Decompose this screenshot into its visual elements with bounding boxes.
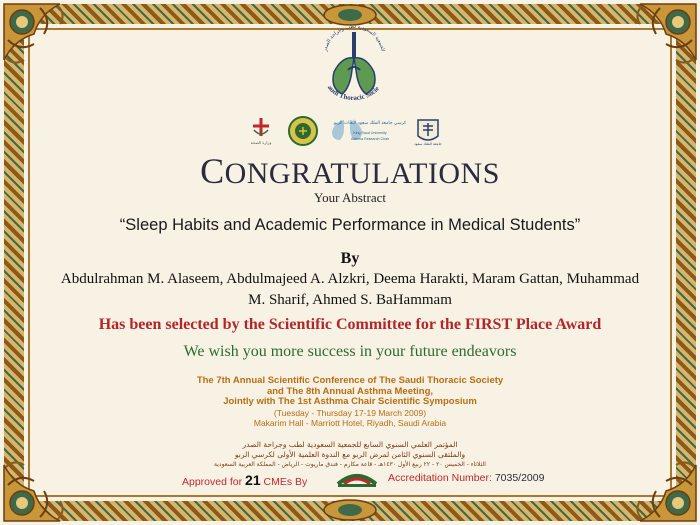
accreditation bbox=[388, 472, 544, 484]
conference-venue: Makarim Hall - Marriott Hotel, Riyadh, Saudi Arabia bbox=[253, 418, 447, 428]
conference-line: and The 8th Annual Asthma Meeting, bbox=[266, 385, 434, 397]
wish-statement: We wish you more success in your future endeavors bbox=[183, 343, 517, 360]
kssu-caption: King Saud University bbox=[353, 131, 387, 135]
arabic-line: والملتقى السنوي الثامن لمرض الربو مع الندوة العلمية الأولى لكرسي الربو bbox=[234, 450, 466, 459]
partner-logos bbox=[248, 116, 448, 148]
scfhs-logo bbox=[332, 466, 382, 490]
border-medallion-icon bbox=[320, 497, 380, 523]
heading-rest: ONGRATULATIONS bbox=[224, 157, 500, 190]
moh-caption: وزارة الصحة bbox=[250, 140, 272, 145]
conference-line: The 7th Annual Scientific Conference of The Saudi Thoracic Society bbox=[196, 375, 504, 386]
arabic-line: المؤتمر العلمي السنوي السابع للجمعية السعودية لطب وجراحة الصدر bbox=[242, 440, 458, 449]
kssu-arabic-caption: جامعة الملك سعود bbox=[414, 142, 442, 146]
conference-line: Jointly with The 1st Asthma Chair Scientific Symposium bbox=[223, 396, 477, 407]
abstract-title: “Sleep Habits and Academic Performance in Medical Students” bbox=[119, 216, 581, 234]
accreditation-label: Accreditation Number: bbox=[388, 472, 492, 484]
cme-row bbox=[148, 466, 568, 492]
cme-prefix: Approved for bbox=[182, 476, 243, 488]
corner-ornament-icon bbox=[0, 0, 84, 84]
ministry-of-health-logo bbox=[248, 116, 274, 146]
cme-approval bbox=[182, 472, 307, 488]
award-statement: Has been selected by the Scientific Committee for the FIRST Place Award bbox=[98, 316, 602, 333]
society-name: audi Thoracic Socie bbox=[325, 83, 381, 103]
conference-dates: (Tuesday - Thursday 17-19 March 2009) bbox=[273, 407, 427, 418]
chair-english-caption: Asthma Research Chair bbox=[350, 137, 390, 141]
university-crest-logo bbox=[414, 116, 442, 146]
congratulations-heading bbox=[0, 150, 700, 192]
cme-by: CMEs By bbox=[263, 476, 308, 488]
asthma-research-chair-logo bbox=[326, 116, 407, 146]
society-arabic-name: الجمعية السعودية لطب وجراحة الصدر bbox=[322, 23, 386, 53]
corner-ornament-icon bbox=[616, 0, 700, 84]
cme-count: 21 bbox=[245, 472, 261, 488]
heading-first-letter: C bbox=[200, 151, 225, 191]
saudi-thoracic-society-logo bbox=[318, 18, 390, 112]
green-emblem-logo bbox=[286, 116, 320, 146]
by-label: By bbox=[340, 250, 360, 267]
authors bbox=[0, 269, 700, 311]
authors-line: M. Sharif, Ahmed S. BaHammam bbox=[248, 292, 452, 308]
chair-arabic-caption: كرسي جامعة الملك سعود لأبحاث الربو bbox=[333, 121, 407, 126]
conference-info bbox=[0, 376, 700, 429]
arabic-line: الثلاثاء - الخميس ٢٠ - ٢٢ ربيع الأول ١٤٣٠هـ - قاعة مكارم - فندق ماريوت - الرياض - المملكة العربية السعودية bbox=[214, 461, 486, 468]
accreditation-number: 7035/2009 bbox=[494, 472, 545, 484]
authors-line: Abdulrahman M. Alaseem, Abdulmajeed A. Alzkri, Deema Harakti, Maram Gattan, Muhammad bbox=[60, 271, 640, 287]
your-abstract-label: Your Abstract bbox=[314, 190, 386, 205]
